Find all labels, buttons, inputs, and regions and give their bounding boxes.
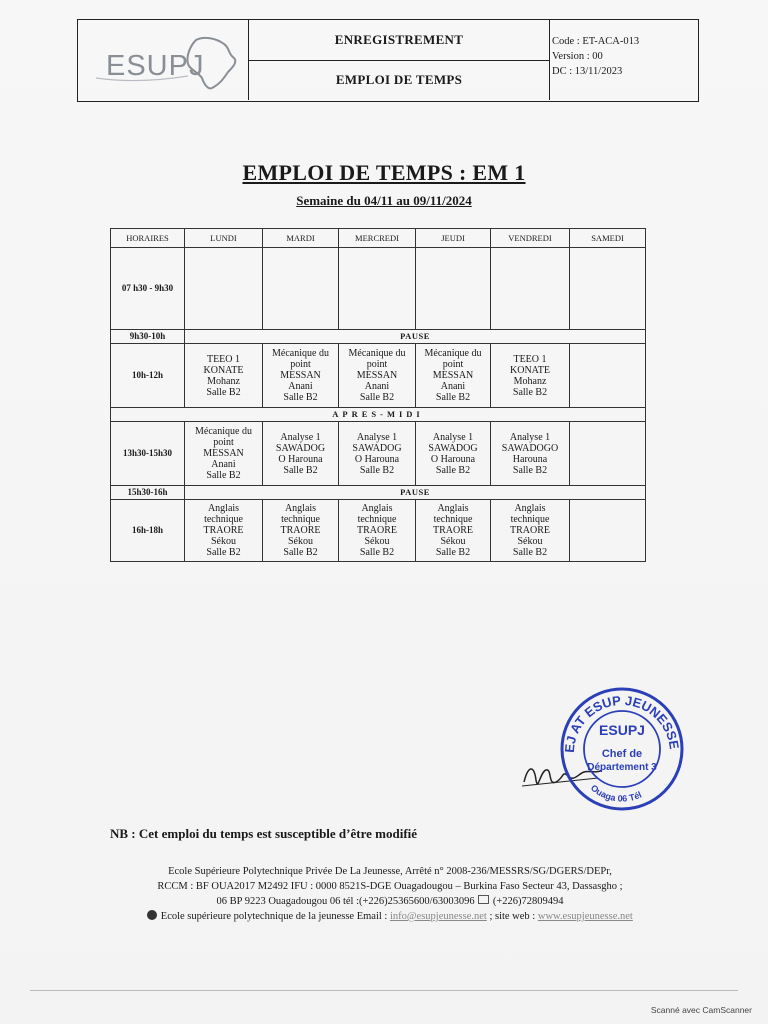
logo-cell	[78, 20, 249, 100]
course-line: MESSAN	[203, 448, 244, 459]
footer	[120, 864, 660, 924]
course-cell	[416, 500, 491, 562]
course-line: Analyse 1	[356, 431, 398, 443]
course-line: point	[213, 437, 234, 448]
course-line: Salle B2	[206, 547, 241, 558]
course-line: Anglais	[361, 503, 393, 514]
course-line: Salle B2	[435, 464, 471, 476]
time-slot: 9h30-10h	[111, 330, 185, 344]
table-row	[111, 248, 646, 330]
doc-meta-cell	[550, 20, 698, 100]
course-line: Salle B2	[283, 547, 318, 558]
course-cell	[185, 500, 263, 562]
course-line: technique	[510, 514, 550, 525]
course-line: Anani	[288, 381, 313, 392]
empty-cell	[491, 248, 570, 330]
course-cell	[185, 422, 263, 486]
course-line: Mécanique du	[424, 348, 482, 359]
logo-text: ESUPJ	[106, 50, 205, 82]
time-slot: 13h30-15h30	[111, 422, 185, 486]
pause-label: PAUSE	[185, 486, 646, 500]
course-line: SAWADOG	[428, 442, 478, 454]
footer-phone: 06 BP 9223 Ouagadougou 06 tél :(+226)25365600/63003096	[216, 896, 475, 907]
empty-cell	[339, 248, 416, 330]
course-cell	[491, 500, 570, 562]
course-line: Anani	[211, 459, 236, 470]
empty-cell	[263, 248, 339, 330]
footer-line	[120, 894, 660, 909]
footer-web-label: ; site web :	[489, 911, 536, 922]
course-cell	[491, 422, 570, 486]
course-line: Anglais	[207, 503, 240, 514]
course-line: SAWADOGO	[501, 442, 559, 454]
course-line: point	[290, 359, 311, 370]
time-slot: 07 h30 - 9h30	[111, 248, 185, 330]
course-line: SAWADOG	[275, 442, 326, 454]
website-link[interactable]: www.esupjeunesse.net	[537, 911, 633, 922]
course-line: point	[366, 359, 388, 370]
week-range: Semaine du 04/11 au 09/11/2024	[296, 193, 472, 208]
course-line: technique	[204, 514, 243, 525]
empty-cell	[570, 500, 646, 562]
stamp-line2: Département 3	[587, 762, 657, 773]
course-line: O Harouna	[354, 453, 400, 465]
footer-school: Ecole supérieure polytechnique de la jeunesse Email :	[160, 911, 388, 922]
course-line: Salle B2	[283, 464, 318, 476]
course-line: Analyse 1	[509, 431, 551, 443]
course-line: SAWADOG	[352, 442, 402, 454]
course-line: MESSAN	[356, 370, 398, 381]
notice: NB : Cet emploi du temps est susceptible d’être modifié	[110, 826, 418, 841]
course-cell	[263, 344, 339, 408]
course-line: Mécanique du	[348, 348, 406, 359]
column-header: MERCREDI	[339, 229, 416, 248]
footer-line: Ecole Supérieure Polytechnique Privée De La Jeunesse, Arrêté n° 2008-236/MESSRS/SG/DGERS/DEPr,	[168, 866, 612, 877]
course-line: TEEO 1	[513, 353, 547, 365]
time-slot: 10h-12h	[111, 344, 185, 408]
course-line: Sékou	[288, 536, 313, 547]
column-header: HORAIRES	[111, 229, 185, 248]
divider	[30, 990, 738, 991]
course-cell	[263, 422, 339, 486]
course-line: KONATE	[203, 364, 244, 376]
course-cell	[416, 422, 491, 486]
course-line: MESSAN	[432, 370, 474, 381]
scanner-watermark: Scanné avec CamScanner	[650, 1005, 752, 1015]
course-line: KONATE	[510, 364, 550, 376]
course-line: MESSAN	[280, 370, 321, 381]
course-line: Salle B2	[512, 386, 548, 398]
course-line: Harouna	[512, 453, 548, 465]
doc-code: Code : ET-ACA-013	[552, 36, 640, 47]
table-row	[111, 344, 646, 408]
official-stamp	[556, 683, 688, 815]
column-header: MARDI	[263, 229, 339, 248]
footer-line	[120, 909, 660, 924]
course-line: Salle B2	[512, 464, 548, 476]
course-line: TRAORE	[433, 525, 473, 536]
empty-cell	[185, 248, 263, 330]
course-cell	[339, 500, 416, 562]
course-cell	[339, 422, 416, 486]
course-line: Salle B2	[283, 392, 318, 403]
course-line: technique	[433, 514, 473, 525]
course-line: Salle B2	[359, 547, 395, 558]
course-line: Mécanique du	[195, 426, 252, 437]
timetable	[110, 228, 646, 562]
afternoon-row	[111, 408, 646, 422]
pause-row	[111, 330, 646, 344]
course-line: Sékou	[517, 536, 543, 547]
course-line: point	[442, 359, 464, 370]
course-cell	[491, 344, 570, 408]
time-slot: 15h30-16h	[111, 486, 185, 500]
stamp-logo: ESUPJ	[599, 722, 645, 738]
doc-version: Version : 00	[552, 51, 603, 62]
course-line: Mécanique du	[272, 348, 329, 359]
column-header: SAMEDI	[570, 229, 646, 248]
header-title-cell	[249, 20, 550, 100]
course-line: Salle B2	[435, 392, 471, 403]
doc-date: DC : 13/11/2023	[552, 66, 623, 77]
course-cell	[185, 344, 263, 408]
course-line: Sékou	[364, 536, 390, 547]
course-line: Sékou	[440, 536, 466, 547]
stamp-ring-text: EJ AT ESUP JEUNESSE	[561, 692, 682, 754]
empty-cell	[570, 248, 646, 330]
column-header: VENDREDI	[491, 229, 570, 248]
empty-cell	[570, 344, 646, 408]
course-line: Sékou	[211, 536, 236, 547]
course-line: Salle B2	[359, 392, 395, 403]
course-line: Analyse 1	[280, 431, 321, 443]
table-row	[111, 500, 646, 562]
course-line: Anani	[364, 381, 390, 392]
facebook-icon	[147, 910, 157, 920]
footer-line: RCCM : BF OUA2017 M2492 IFU : 0000 8521S-DGE Ouagadougou – Burkina Faso Secteur 43, Dassasgho ;	[157, 881, 623, 892]
course-cell	[263, 500, 339, 562]
course-line: Anglais	[514, 503, 546, 514]
time-slot: 16h-18h	[111, 500, 185, 562]
empty-cell	[416, 248, 491, 330]
course-line: Salle B2	[206, 386, 241, 398]
course-line: technique	[281, 514, 320, 525]
course-line: Mohanz	[513, 375, 547, 387]
course-line: TRAORE	[510, 525, 550, 536]
stamp-bottom-text: Ouaga 06 Tél	[588, 782, 644, 804]
course-line: Salle B2	[512, 547, 548, 558]
record-label: ENREGISTREMENT	[249, 20, 549, 61]
column-header: LUNDI	[185, 229, 263, 248]
course-cell	[339, 344, 416, 408]
course-line: technique	[357, 514, 397, 525]
course-line: O Harouna	[278, 453, 323, 465]
course-line: Mohanz	[207, 375, 240, 387]
pause-label: PAUSE	[185, 330, 646, 344]
pause-row	[111, 486, 646, 500]
afternoon-label: APRES-MIDI	[111, 408, 646, 422]
page-title: EMPLOI DE TEMPS : EM 1	[242, 160, 526, 185]
course-line: O Harouna	[430, 453, 476, 465]
course-cell	[416, 344, 491, 408]
course-line: Analyse 1	[432, 431, 474, 443]
email-link[interactable]: info@esupjeunesse.net	[389, 911, 487, 922]
course-line: TRAORE	[357, 525, 397, 536]
document-header	[77, 19, 699, 102]
course-line: Salle B2	[435, 547, 471, 558]
header-row	[111, 229, 646, 248]
course-line: Salle B2	[206, 470, 241, 481]
course-line: Anglais	[437, 503, 469, 514]
course-line: TRAORE	[203, 525, 244, 536]
stamp-line1: Chef de	[601, 748, 643, 760]
course-line: TEEO 1	[206, 353, 241, 365]
doc-title: EMPLOI DE TEMPS	[335, 72, 463, 87]
phone-icon	[478, 895, 489, 904]
empty-cell	[570, 422, 646, 486]
footer-mobile: (+226)72809494	[492, 896, 564, 907]
column-header: JEUDI	[416, 229, 491, 248]
table-row	[111, 422, 646, 486]
course-line: TRAORE	[280, 525, 321, 536]
course-line: Anglais	[284, 503, 317, 514]
course-line: Anani	[440, 381, 466, 392]
course-line: Salle B2	[359, 464, 395, 476]
